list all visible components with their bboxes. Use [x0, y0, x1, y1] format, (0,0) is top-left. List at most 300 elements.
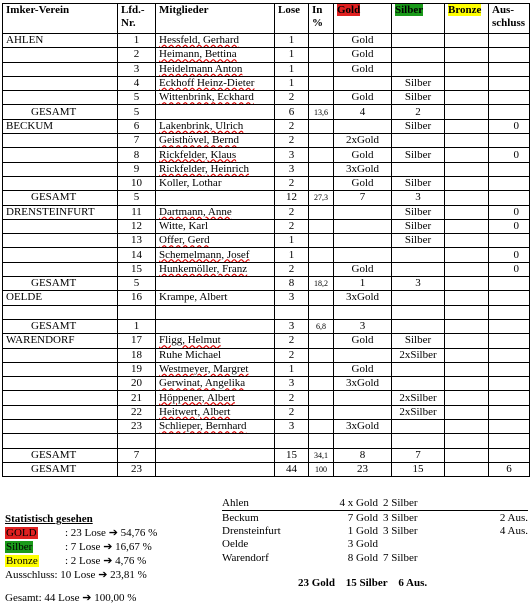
- cell-bronze: [445, 420, 489, 434]
- cell-lose: 3: [275, 377, 309, 391]
- cell-nr: 8: [118, 148, 156, 162]
- cell-lose: [275, 305, 309, 319]
- cell-name: Schlieper, Bernhard: [156, 420, 275, 434]
- cell-verein: GESAMT: [3, 462, 118, 476]
- cell-bronze: [445, 62, 489, 76]
- cell-lose: 3: [275, 148, 309, 162]
- cell-verein: [3, 234, 118, 248]
- cell-lose: 2: [275, 134, 309, 148]
- cell-bronze: [445, 48, 489, 62]
- cell-verein: [3, 405, 118, 419]
- cell-nr: 6: [118, 119, 156, 133]
- cell-aus: [489, 448, 530, 462]
- cell-silber: [392, 248, 445, 262]
- cell-silber: Silber: [392, 219, 445, 233]
- cell-silber: 3: [392, 277, 445, 291]
- cell-aus: [489, 34, 530, 48]
- header-gold: Gold: [334, 4, 392, 34]
- cell-verein: [3, 391, 118, 405]
- table-row: [3, 291, 530, 305]
- cell-nr: 5: [118, 91, 156, 105]
- table-row: [3, 176, 530, 190]
- cell-lose: 1: [275, 248, 309, 262]
- statistics-box: [5, 512, 157, 605]
- summary-gold: 3 Gold: [347, 538, 378, 551]
- cell-name: [156, 105, 275, 119]
- cell-name: Westmeyer, Margret: [156, 362, 275, 376]
- cell-pct: 34,1: [309, 448, 334, 462]
- cell-gold: Gold: [334, 48, 392, 62]
- cell-pct: [309, 377, 334, 391]
- summary-row: [222, 511, 528, 525]
- cell-aus: [489, 319, 530, 333]
- cell-lose: 2: [275, 176, 309, 190]
- header-lose: Lose: [275, 4, 309, 34]
- cell-verein: [3, 176, 118, 190]
- stats-gold: GOLD : 23 Lose ➔ 54,76 %: [6, 527, 158, 539]
- total-row: [3, 319, 530, 333]
- summary-verein: Beckum: [222, 511, 305, 525]
- summary-silber: 2 Silber: [383, 497, 418, 510]
- cell-bronze: [445, 76, 489, 90]
- cell-aus: [489, 234, 530, 248]
- cell-gold: [334, 234, 392, 248]
- cell-bronze: [445, 448, 489, 462]
- cell-pct: [309, 76, 334, 90]
- cell-verein: GESAMT: [3, 105, 118, 119]
- cell-silber: Silber: [392, 148, 445, 162]
- cell-silber: Silber: [392, 76, 445, 90]
- cell-gold: 3xGold: [334, 291, 392, 305]
- cell-aus: [489, 191, 530, 205]
- cell-aus: [489, 348, 530, 362]
- cell-silber: Silber: [392, 91, 445, 105]
- total-row: [3, 105, 530, 119]
- summary-aus: [478, 538, 528, 551]
- cell-pct: 6,8: [309, 319, 334, 333]
- cell-bronze: [445, 119, 489, 133]
- summary-row: [222, 525, 528, 538]
- cell-aus: [489, 305, 530, 319]
- cell-gold: Gold: [334, 62, 392, 76]
- cell-bronze: [445, 277, 489, 291]
- cell-silber: Silber: [392, 205, 445, 219]
- cell-bronze: [445, 191, 489, 205]
- cell-bronze: [445, 262, 489, 276]
- cell-gold: 2xGold: [334, 134, 392, 148]
- summary-gold: 4 x Gold: [339, 497, 378, 510]
- cell-aus: [489, 48, 530, 62]
- cell-pct: [309, 134, 334, 148]
- cell-silber: 2xSilber: [392, 391, 445, 405]
- cell-silber: 2xSilber: [392, 405, 445, 419]
- cell-gold: Gold: [334, 148, 392, 162]
- cell-verein: [3, 420, 118, 434]
- cell-bronze: [445, 105, 489, 119]
- cell-verein: [3, 248, 118, 262]
- summary-aus: [478, 497, 528, 511]
- header-row: [3, 4, 530, 34]
- cell-bronze: [445, 148, 489, 162]
- cell-name: Hessfeld, Gerhard: [156, 34, 275, 48]
- summary-row: [222, 538, 528, 551]
- cell-silber: Silber: [392, 176, 445, 190]
- summary-gold: 1 Gold: [347, 524, 378, 537]
- cell-silber: [392, 62, 445, 76]
- cell-lose: 2: [275, 91, 309, 105]
- bronze-label: Bronze: [6, 555, 38, 567]
- cell-pct: [309, 48, 334, 62]
- cell-bronze: [445, 348, 489, 362]
- cell-nr: 23: [118, 420, 156, 434]
- cell-gold: Gold: [334, 334, 392, 348]
- cell-silber: [392, 420, 445, 434]
- cell-lose: 15: [275, 448, 309, 462]
- cell-verein: [3, 48, 118, 62]
- table-row: [3, 420, 530, 434]
- table-row: [3, 262, 530, 276]
- cell-bronze: [445, 234, 489, 248]
- summary-verein: Drensteinfurt: [222, 524, 281, 537]
- cell-aus: 0: [489, 119, 530, 133]
- cell-aus: [489, 334, 530, 348]
- cell-verein: [3, 91, 118, 105]
- cell-bronze: [445, 91, 489, 105]
- table-row: [3, 205, 530, 219]
- cell-gold: [334, 405, 392, 419]
- table-row: [3, 377, 530, 391]
- cell-lose: 6: [275, 105, 309, 119]
- cell-silber: [392, 162, 445, 176]
- header-silber: Silber: [392, 4, 445, 34]
- cell-bronze: [445, 162, 489, 176]
- cell-nr: 17: [118, 334, 156, 348]
- cell-silber: [392, 434, 445, 448]
- table-row: [3, 162, 530, 176]
- cell-nr: 23: [118, 462, 156, 476]
- cell-verein: GESAMT: [3, 319, 118, 333]
- cell-bronze: [445, 405, 489, 419]
- cell-nr: 19: [118, 362, 156, 376]
- cell-lose: 8: [275, 277, 309, 291]
- blank-row: [3, 434, 530, 448]
- cell-lose: 2: [275, 391, 309, 405]
- header-aus: Aus-schluss: [489, 4, 530, 34]
- cell-name: Offer, Gerd: [156, 234, 275, 248]
- summary-aus: 2 Aus.: [478, 511, 528, 525]
- table-row: [3, 48, 530, 62]
- cell-gold: 7: [334, 191, 392, 205]
- cell-name: Witte, Karl: [156, 219, 275, 233]
- cell-nr: 11: [118, 205, 156, 219]
- stats-silber: Silber : 7 Lose ➔ 16,67 %: [6, 541, 152, 553]
- header-in: In %: [309, 4, 334, 34]
- cell-silber: 2: [392, 105, 445, 119]
- cell-silber: 2xSilber: [392, 348, 445, 362]
- cell-silber: Silber: [392, 119, 445, 133]
- cell-bronze: [445, 305, 489, 319]
- cell-aus: [489, 162, 530, 176]
- cell-nr: 16: [118, 291, 156, 305]
- cell-lose: [275, 434, 309, 448]
- cell-lose: 1: [275, 234, 309, 248]
- cell-pct: [309, 420, 334, 434]
- cell-name: [156, 448, 275, 462]
- cell-aus: 6: [489, 462, 530, 476]
- summary-silber: 7 Silber: [383, 551, 418, 564]
- stats-gesamt: Gesamt: 44 Lose ➔ 100,00 %: [5, 592, 137, 604]
- table-row: [3, 334, 530, 348]
- table-row: [3, 391, 530, 405]
- cell-lose: 2: [275, 348, 309, 362]
- cell-verein: [3, 262, 118, 276]
- cell-gold: [334, 219, 392, 233]
- cell-silber: [392, 377, 445, 391]
- cell-gold: 3xGold: [334, 377, 392, 391]
- blank-row: [3, 305, 530, 319]
- cell-nr: 22: [118, 405, 156, 419]
- cell-gold: [334, 248, 392, 262]
- cell-bronze: [445, 219, 489, 233]
- cell-aus: [489, 377, 530, 391]
- cell-nr: 12: [118, 219, 156, 233]
- cell-nr: 7: [118, 134, 156, 148]
- table-row: [3, 76, 530, 90]
- cell-lose: 2: [275, 219, 309, 233]
- silber-label: Silber: [6, 541, 33, 553]
- stats-ausschluss: Ausschluss: 10 Lose ➔ 23,81 %: [5, 569, 147, 581]
- cell-nr: 10: [118, 176, 156, 190]
- cell-lose: 1: [275, 48, 309, 62]
- cell-verein: GESAMT: [3, 191, 118, 205]
- cell-name: Schemelmann, Josef: [156, 248, 275, 262]
- cell-verein: [3, 219, 118, 233]
- cell-aus: [489, 134, 530, 148]
- cell-name: [156, 277, 275, 291]
- cell-silber: 3: [392, 191, 445, 205]
- cell-bronze: [445, 205, 489, 219]
- cell-pct: [309, 348, 334, 362]
- cell-gold: 3xGold: [334, 420, 392, 434]
- cell-gold: 1: [334, 277, 392, 291]
- cell-verein: [3, 134, 118, 148]
- cell-name: Gerwinat, Angelika: [156, 377, 275, 391]
- cell-pct: [309, 405, 334, 419]
- cell-nr: 21: [118, 391, 156, 405]
- cell-name: Rickfelder, Klaus: [156, 148, 275, 162]
- table-row: [3, 134, 530, 148]
- summary-aus: [478, 552, 528, 565]
- summary-gold: 8 Gold: [347, 551, 378, 564]
- cell-gold: 4: [334, 105, 392, 119]
- cell-verein: [3, 148, 118, 162]
- summary-aus: 4 Aus.: [499, 524, 528, 537]
- cell-aus: 0: [489, 148, 530, 162]
- cell-aus: [489, 91, 530, 105]
- cell-pct: [309, 362, 334, 376]
- total-row: [3, 462, 530, 476]
- cell-silber: [392, 305, 445, 319]
- cell-pct: 100: [309, 462, 334, 476]
- cell-bronze: [445, 134, 489, 148]
- cell-name: [156, 305, 275, 319]
- cell-silber: [392, 362, 445, 376]
- summary-verein: Ahlen: [222, 497, 249, 510]
- cell-name: Heidelmann Anton: [156, 62, 275, 76]
- cell-gold: 3xGold: [334, 162, 392, 176]
- cell-bronze: [445, 377, 489, 391]
- cell-aus: [489, 62, 530, 76]
- cell-pct: 18,2: [309, 277, 334, 291]
- stats-title: Statistisch gesehen: [5, 513, 93, 525]
- table-row: [3, 62, 530, 76]
- cell-aus: [489, 391, 530, 405]
- cell-verein: [3, 377, 118, 391]
- cell-lose: 44: [275, 462, 309, 476]
- table-row: [3, 91, 530, 105]
- cell-verein: GESAMT: [3, 448, 118, 462]
- cell-pct: [309, 176, 334, 190]
- cell-name: Lakenbrink, Ulrich: [156, 119, 275, 133]
- cell-nr: 3: [118, 62, 156, 76]
- cell-gold: Gold: [334, 34, 392, 48]
- cell-silber: [392, 34, 445, 48]
- total-gold: 23 Gold: [298, 577, 335, 589]
- gold-label: GOLD: [6, 527, 37, 539]
- imker-table: [2, 3, 530, 477]
- cell-aus: 0: [489, 219, 530, 233]
- cell-nr: 18: [118, 348, 156, 362]
- table-row: [3, 219, 530, 233]
- cell-lose: 3: [275, 420, 309, 434]
- cell-verein: [3, 348, 118, 362]
- cell-pct: [309, 262, 334, 276]
- cell-pct: [309, 119, 334, 133]
- cell-bronze: [445, 248, 489, 262]
- cell-nr: 2: [118, 48, 156, 62]
- cell-gold: 23: [334, 462, 392, 476]
- cell-pct: 27,3: [309, 191, 334, 205]
- cell-bronze: [445, 176, 489, 190]
- cell-pct: 13,6: [309, 105, 334, 119]
- cell-name: Geisthövel, Bernd: [156, 134, 275, 148]
- total-aus: 6 Aus.: [398, 577, 428, 589]
- cell-aus: [489, 291, 530, 305]
- cell-name: Dartmann, Anne: [156, 205, 275, 219]
- cell-aus: [489, 105, 530, 119]
- cell-pct: [309, 434, 334, 448]
- cell-verein: BECKUM: [3, 119, 118, 133]
- cell-pct: [309, 205, 334, 219]
- cell-lose: 2: [275, 119, 309, 133]
- cell-silber: Silber: [392, 234, 445, 248]
- cell-bronze: [445, 34, 489, 48]
- cell-silber: 15: [392, 462, 445, 476]
- cell-name: Ruhe Michael: [156, 348, 275, 362]
- cell-pct: [309, 248, 334, 262]
- table-row: [3, 362, 530, 376]
- table-row: [3, 248, 530, 262]
- table-row: [3, 405, 530, 419]
- cell-verein: [3, 362, 118, 376]
- cell-lose: 3: [275, 291, 309, 305]
- cell-gold: Gold: [334, 362, 392, 376]
- cell-name: Hunkemöller, Franz: [156, 262, 275, 276]
- cell-nr: [118, 434, 156, 448]
- cell-pct: [309, 305, 334, 319]
- cell-silber: [392, 48, 445, 62]
- cell-gold: [334, 391, 392, 405]
- cell-bronze: [445, 319, 489, 333]
- cell-nr: 9: [118, 162, 156, 176]
- cell-nr: 14: [118, 248, 156, 262]
- cell-nr: 5: [118, 191, 156, 205]
- cell-name: [156, 191, 275, 205]
- cell-bronze: [445, 434, 489, 448]
- cell-aus: [489, 405, 530, 419]
- total-silber: 15 Silber: [345, 577, 388, 589]
- cell-lose: 1: [275, 62, 309, 76]
- cell-bronze: [445, 362, 489, 376]
- cell-pct: [309, 62, 334, 76]
- cell-verein: [3, 162, 118, 176]
- header-lfd: Lfd.-Nr.: [118, 4, 156, 34]
- table-row: [3, 34, 530, 48]
- cell-name: [156, 462, 275, 476]
- cell-lose: 3: [275, 162, 309, 176]
- cell-verein: [3, 76, 118, 90]
- cell-silber: [392, 291, 445, 305]
- cell-lose: 1: [275, 34, 309, 48]
- summary-row: [222, 497, 528, 511]
- cell-gold: Gold: [334, 262, 392, 276]
- cell-aus: [489, 362, 530, 376]
- summary-verein: Oelde: [222, 538, 249, 551]
- cell-pct: [309, 291, 334, 305]
- table-body: [3, 34, 530, 477]
- summary-silber: [378, 538, 478, 551]
- cell-gold: [334, 348, 392, 362]
- cell-pct: [309, 148, 334, 162]
- cell-gold: [334, 76, 392, 90]
- cell-gold: Gold: [334, 91, 392, 105]
- cell-aus: [489, 176, 530, 190]
- cell-nr: 5: [118, 105, 156, 119]
- cell-verein: DRENSTEINFURT: [3, 205, 118, 219]
- cell-pct: [309, 91, 334, 105]
- cell-nr: 15: [118, 262, 156, 276]
- cell-nr: 13: [118, 234, 156, 248]
- cell-name: Wittenbrink, Eckhard: [156, 91, 275, 105]
- table-row: [3, 348, 530, 362]
- cell-name: [156, 319, 275, 333]
- cell-name: Rickfelder, Heinrich: [156, 162, 275, 176]
- cell-aus: [489, 420, 530, 434]
- cell-name: Krampe, Albert: [156, 291, 275, 305]
- table-row: [3, 119, 530, 133]
- cell-name: Heitwert, Albert: [156, 405, 275, 419]
- cell-nr: [118, 305, 156, 319]
- cell-lose: 2: [275, 262, 309, 276]
- cell-pct: [309, 219, 334, 233]
- cell-name: Eckhoff Heinz-Dieter: [156, 76, 275, 90]
- cell-name: [156, 434, 275, 448]
- summary-row: [222, 552, 528, 565]
- cell-name: Fligg, Helmut: [156, 334, 275, 348]
- cell-pct: [309, 391, 334, 405]
- cell-lose: 2: [275, 205, 309, 219]
- cell-verein: OELDE: [3, 291, 118, 305]
